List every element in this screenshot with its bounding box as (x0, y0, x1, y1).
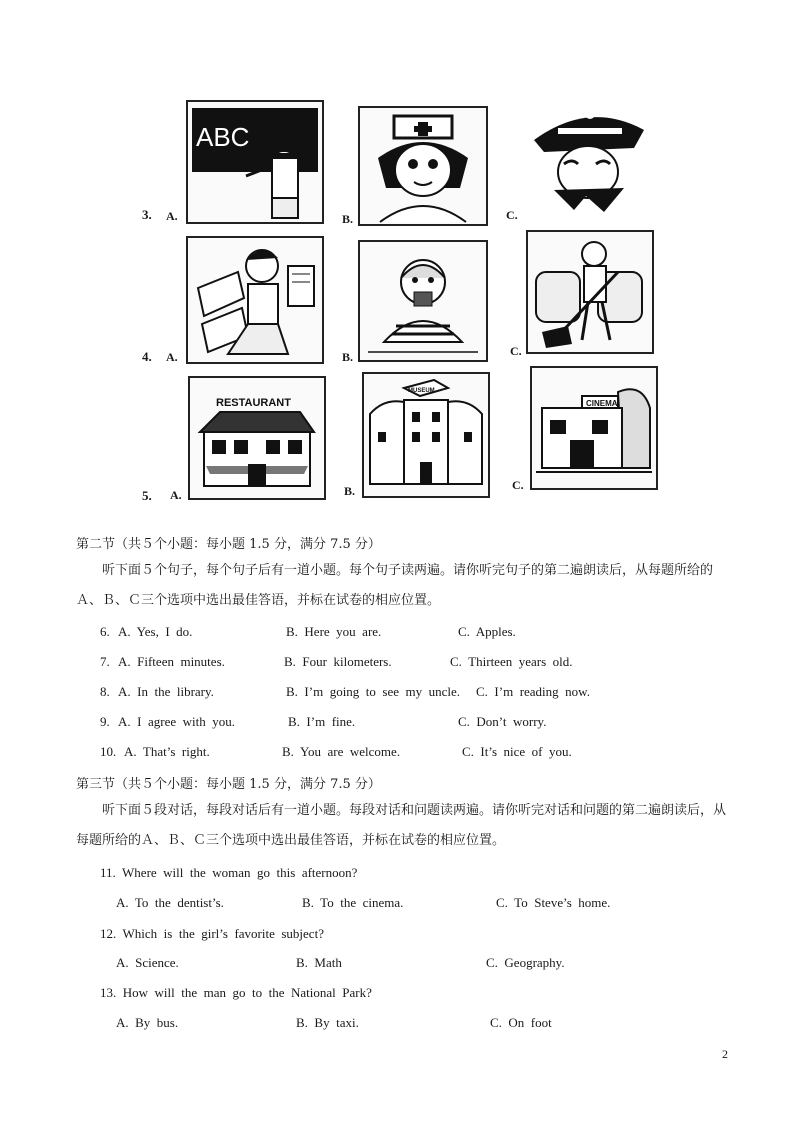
section-instructions: 听下面５段对话，每段对话后有一道小题。每段对话和问题读两遍。请你听完对话和问题的第二遍朗读后，从每题所给的Ａ、Ｂ、Ｃ三个选项中选出最佳答语，并标在试卷的相应位置。 (76, 803, 727, 848)
question-text: 13. How will the man go to the National Park? (100, 985, 372, 1000)
option-letter: A. (170, 488, 182, 502)
question-number: 5. (142, 488, 152, 503)
option-b: B. I’m fine. (288, 714, 356, 729)
option-letter: C. (506, 208, 518, 222)
option-letter: B. (342, 350, 354, 364)
option-letter: C. (512, 478, 524, 492)
board-text: ABC (196, 122, 250, 152)
restaurant-sign: RESTAURANT (216, 397, 291, 409)
option-c: C. Thirteen years old. (450, 654, 573, 669)
option-c: C. I’m reading now. (476, 684, 590, 699)
option-letter: B. (344, 484, 356, 498)
question-number: 3. (142, 207, 152, 222)
question-number: 6. (100, 624, 110, 639)
option-a: A. Yes, I do. (118, 624, 193, 639)
option-a: A. Science. (116, 955, 179, 970)
teacher-abc-icon (186, 100, 324, 224)
question-number: 7. (100, 654, 110, 669)
option-a: A. I agree with you. (118, 714, 235, 729)
option-b: B. Here you are. (286, 624, 382, 639)
option-letter: A. (166, 350, 178, 364)
section-heading: 第三节（共５个小题：每小题 1.5 分，满分 7.5 分） (76, 777, 381, 792)
option-letter: B. (342, 212, 354, 226)
option-c: C. Geography. (486, 955, 565, 970)
option-a: A. By bus. (116, 1015, 179, 1030)
option-a: A. That’s right. (124, 744, 210, 759)
nurse-icon (358, 106, 488, 226)
option-letter: A. (166, 209, 178, 223)
option-a: A. To the dentist’s. (116, 895, 224, 910)
section-instructions: 听下面５个句子，每个句子后有一道小题。每个句子读两遍。请你听完句子的第二遍朗读后，从每题所给的Ａ、Ｂ、Ｃ三个选项中选出最佳答语，并标在试卷的相应位置。 (76, 563, 714, 608)
boy-eating-icon (358, 240, 488, 362)
option-c: C. To Steve’s home. (496, 895, 611, 910)
option-c: C. On foot (490, 1015, 552, 1030)
option-b: B. You are welcome. (282, 744, 401, 759)
man-sweeping-icon (526, 230, 654, 354)
question-number: 9. (100, 714, 110, 729)
museum-sign: MUSEUM (408, 388, 435, 394)
police-officer-icon (524, 100, 654, 216)
option-b: B. Four kilometers. (284, 654, 392, 669)
cinema-building-icon (530, 366, 658, 490)
question-text: 11. Where will the woman go this afternoon? (100, 865, 358, 880)
question-number: 10. (100, 744, 117, 759)
cinema-sign: CINEMA (586, 399, 618, 408)
option-b: B. I’m going to see my uncle. (286, 684, 461, 699)
option-letter: C. (510, 344, 522, 358)
museum-building-icon (362, 372, 490, 498)
restaurant-building-icon (188, 376, 326, 500)
question-number: 4. (142, 349, 152, 364)
option-c: C. Don’t worry. (458, 714, 547, 729)
option-b: B. Math (296, 955, 342, 970)
option-b: B. To the cinema. (302, 895, 404, 910)
section-heading: 第二节（共５个小题：每小题 1.5 分，满分 7.5 分） (76, 537, 381, 552)
option-b: B. By taxi. (296, 1015, 359, 1030)
option-c: C. It’s nice of you. (462, 744, 572, 759)
option-c: C. Apples. (458, 624, 516, 639)
question-number: 8. (100, 684, 110, 699)
question-text: 12. Which is the girl’s favorite subject? (100, 926, 324, 941)
page-number: 2 (722, 1047, 728, 1061)
option-a: A. In the library. (118, 684, 214, 699)
option-a: A. Fifteen minutes. (118, 654, 225, 669)
boy-reading-books-icon (186, 236, 324, 364)
